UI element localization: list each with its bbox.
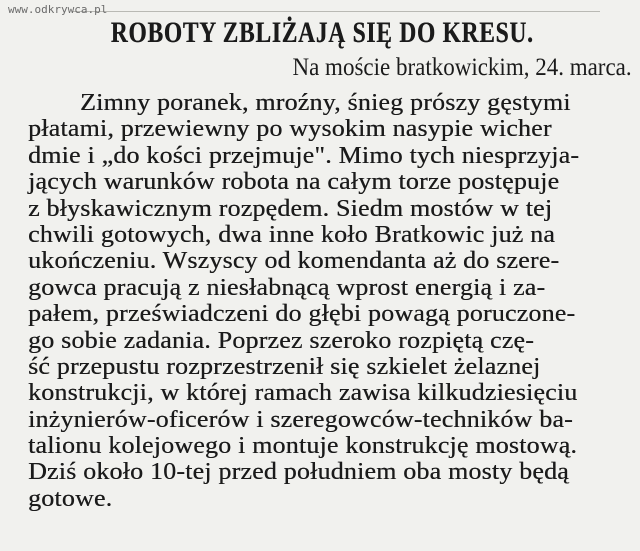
body-line: płatami, przewiewny po wysokim nasypie wicher	[28, 116, 552, 143]
body-line: ukończeniu. Wszyscy od komendanta aż do szere-	[28, 248, 560, 275]
body-line: jących warunków robota na całym torze postępuje	[28, 169, 560, 196]
article-title: ROBOTY ZBLIŻAJĄ SIĘ DO KRESU.	[110, 16, 534, 49]
watermark: www.odkrywca.pl	[8, 3, 108, 16]
article-body	[28, 90, 640, 512]
body-line: konstrukcji, w której ramach zawisa kilkudziesięciu	[28, 380, 578, 407]
body-line: talionu kolejowego i montuje konstrukcję mostową.	[28, 433, 578, 460]
body-line: gotowe.	[28, 485, 113, 512]
body-line: pałem, przeświadczeni do głębi powagą poruczone-	[28, 301, 576, 328]
body-line: dmie i „do kości przejmuje". Mimo tych niesprzyja-	[28, 142, 580, 169]
body-line: inżynierów-oficerów i szeregowców-techników ba-	[28, 406, 573, 433]
article-dateline: Na moście bratkowickim, 24. marca.	[292, 54, 632, 81]
body-line: go sobie zadania. Poprzez szeroko rozpiętą czę-	[28, 327, 534, 354]
body-line: chwili gotowych, dwa inne koło Bratkowic już na	[28, 221, 556, 248]
body-line: gowca pracują z niesłabnącą wprost energią i za-	[28, 274, 546, 301]
body-line: Zimny poranek, mroźny, śnieg prószy gęstymi	[80, 90, 571, 116]
body-line: z błyskawicznym rozpędem. Siedm mostów w tej	[28, 195, 553, 222]
body-line: Dziś około 10-tej przed południem oba mosty będą	[28, 459, 569, 486]
body-line: ść przepustu rozprzestrzenił się szkielet żelaznej	[28, 353, 541, 380]
top-rule	[72, 11, 600, 12]
